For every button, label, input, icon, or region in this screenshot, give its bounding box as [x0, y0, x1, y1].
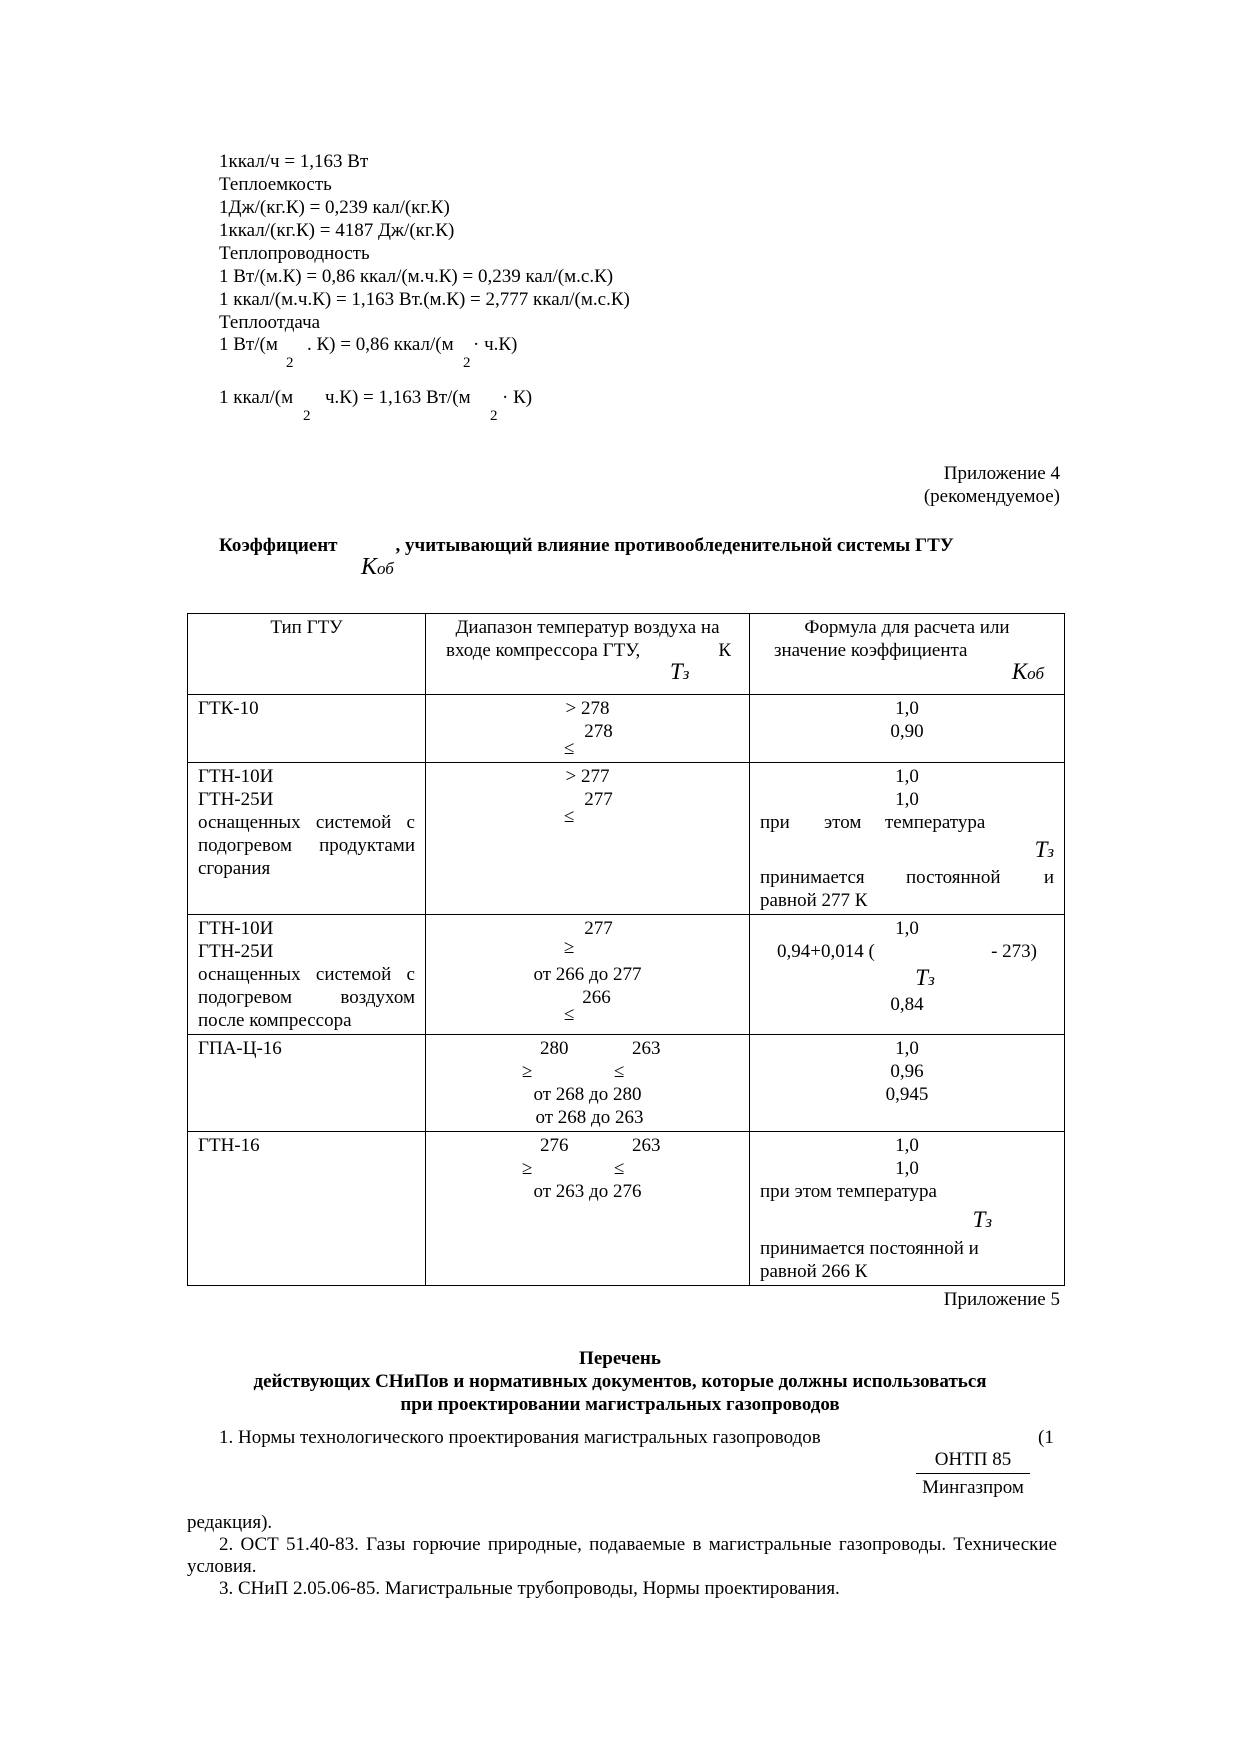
range-value: 277	[584, 918, 613, 939]
less-equal-sign: ≤	[564, 738, 575, 759]
exponent: 2	[490, 408, 498, 424]
table-row	[188, 1132, 1065, 1286]
table-row	[188, 915, 1065, 1035]
cell-range	[426, 763, 750, 915]
note-word: постоянной	[906, 867, 1001, 888]
coefficient-table	[187, 613, 1065, 1286]
coef-value: 0,96	[890, 1061, 924, 1082]
item-1-text: 1. Нормы технологического проектирования магистральных газопроводов	[219, 1427, 821, 1448]
header-formula-line1: Формула для расчета или	[804, 617, 1010, 638]
note-text: при этом температура	[760, 1181, 937, 1202]
units-block	[219, 150, 630, 334]
cell-type	[188, 1035, 426, 1132]
heat2-part-a: 1 ккал/(м	[219, 387, 294, 408]
type-text: ГТК-10	[198, 698, 259, 719]
type-text: ГТН-10И	[198, 918, 274, 939]
heat1-part-b: . К) = 0,86 ккал/(м	[307, 334, 454, 355]
note-text: принимается постоянной и	[760, 1238, 979, 1259]
less-equal-sign: ≤	[564, 1004, 575, 1025]
range-value: 263	[632, 1038, 661, 1059]
k-subscript: об	[377, 559, 394, 578]
range-value: > 278	[565, 698, 610, 719]
t-subscript: з	[985, 1212, 992, 1231]
greater-equal-sign: ≥	[564, 937, 575, 958]
k-ob-symbol	[361, 554, 394, 581]
k-ob-symbol	[1012, 660, 1044, 685]
appendix-4-title: Приложение 4	[943, 463, 1060, 484]
heat2-part-c: · К)	[502, 387, 533, 408]
heat-transfer-line-1	[219, 334, 819, 374]
appendix-5-header	[944, 1288, 1060, 1311]
range-value: 276	[540, 1135, 569, 1156]
formula-part-b: - 273)	[991, 941, 1037, 962]
coefficient-title-after: , учитывающий влияние противообледенительной системы ГТУ	[395, 535, 954, 556]
table-header-row	[188, 614, 1065, 695]
item-1-fraction	[916, 1449, 1030, 1499]
t-subscript: з	[682, 664, 690, 683]
coef-value: 1,0	[895, 918, 919, 939]
header-range-line2: входе компрессора ГТУ,	[446, 640, 641, 661]
list-item-2: 2. ОСТ 51.40-83. Газы горючие природные, подаваемые в магистральные газопроводы. Технические условия.	[187, 1534, 1057, 1577]
units-line: 1ккал/(кг.К) = 4187 Дж/(кг.К)	[219, 220, 455, 241]
t3-symbol	[760, 834, 1054, 866]
less-equal-sign: ≤	[614, 1061, 625, 1082]
units-heading: Теплопроводность	[219, 243, 370, 264]
cell-value	[750, 1035, 1065, 1132]
range-value: от 268 до 263	[535, 1107, 644, 1128]
cell-type	[188, 1132, 426, 1286]
note-text: равной 266 К	[760, 1261, 868, 1282]
units-heading: Теплоотдача	[219, 312, 321, 333]
type-text: ГТН-25И	[198, 941, 274, 962]
range-value: 263	[632, 1135, 661, 1156]
range-value: > 277	[565, 766, 610, 787]
header-type-label: Тип ГТУ	[270, 617, 343, 638]
list-title-line2: действующих СНиПов и нормативных документов, которые должны использоваться	[253, 1371, 987, 1392]
note-text: равной 277 К	[760, 890, 868, 911]
list-title-line3: при проектировании магистральных газопроводов	[400, 1394, 840, 1415]
fraction-numerator: ОНТП 85	[916, 1449, 1030, 1474]
range-value: от 266 до 277	[533, 964, 642, 985]
units-line: 1Дж/(кг.К) = 0,239 кал/(кг.К)	[219, 197, 450, 218]
cell-value	[750, 695, 1065, 763]
k-letter: K	[1011, 659, 1028, 684]
heat1-part-c: · ч.К)	[473, 334, 518, 355]
note-word: принимается	[760, 867, 865, 888]
coef-value: 1,0	[895, 1135, 919, 1156]
header-range	[426, 614, 750, 695]
type-note: оснащенных системой с подогревом продуктами сгорания	[198, 812, 415, 879]
coef-value: 1,0	[895, 1038, 919, 1059]
t-letter: T	[915, 965, 929, 990]
t3-symbol	[760, 963, 1054, 993]
header-formula-line2: значение коэффициента	[774, 640, 968, 661]
less-equal-sign: ≤	[614, 1158, 625, 1179]
less-equal-sign: ≤	[564, 806, 575, 827]
greater-equal-sign: ≥	[522, 1158, 533, 1179]
appendix-5-title: Приложение 5	[943, 1289, 1060, 1310]
greater-equal-sign: ≥	[522, 1061, 533, 1082]
type-note: оснащенных системой с подогревом воздухом после компрессора	[198, 964, 415, 1031]
coef-value: 0,945	[885, 1084, 929, 1105]
appendix-4-header	[924, 462, 1060, 508]
note-word: при	[760, 812, 790, 833]
note-word: температура	[885, 812, 986, 833]
type-text: ГТН-25И	[198, 789, 274, 810]
cell-type	[188, 915, 426, 1035]
range-value: от 263 до 276	[533, 1181, 642, 1202]
t-letter: T	[670, 659, 683, 684]
units-line: 1 Вт/(м.К) = 0,86 ккал/(м.ч.К) = 0,239 кал/(м.с.К)	[219, 266, 614, 287]
units-heading: Теплоемкость	[219, 174, 332, 195]
header-type	[188, 614, 426, 695]
cell-range	[426, 915, 750, 1035]
note-word: и	[1043, 867, 1054, 888]
table-row	[188, 763, 1065, 915]
table-row	[188, 1035, 1065, 1132]
cell-value	[750, 763, 1065, 915]
range-value: 278	[584, 721, 613, 742]
exponent: 2	[463, 355, 471, 371]
coef-value: 1,0	[895, 1158, 919, 1179]
header-range-line1: Диапазон температур воздуха на	[455, 617, 720, 638]
units-line: 1 ккал/(м.ч.К) = 1,163 Вт.(м.К) = 2,777 ккал/(м.с.К)	[219, 289, 630, 310]
coef-value: 1,0	[895, 766, 919, 787]
cell-type	[188, 763, 426, 915]
cell-type	[188, 695, 426, 763]
t3-symbol	[670, 660, 689, 685]
k-subscript: об	[1027, 664, 1044, 683]
header-formula	[750, 614, 1065, 695]
t-subscript: з	[928, 970, 935, 989]
t-letter: T	[1034, 837, 1048, 862]
heat-transfer-line-2	[219, 387, 819, 427]
cell-value	[750, 1132, 1065, 1286]
fraction-denominator: Мингазпром	[922, 1477, 1024, 1498]
item-1-paren: (1	[1038, 1427, 1054, 1448]
heat1-part-a: 1 Вт/(м	[219, 334, 278, 355]
units-line: 1ккал/ч = 1,163 Вт	[219, 151, 369, 172]
note-word: этом	[824, 812, 862, 833]
list-title-line1: Перечень	[579, 1348, 661, 1369]
t3-symbol	[760, 1203, 1054, 1237]
range-value: 266	[582, 987, 611, 1008]
coef-value: 0,90	[890, 721, 924, 742]
coefficient-title-before: Коэффициент	[219, 535, 338, 556]
type-text: ГТН-16	[198, 1135, 260, 1156]
exponent: 2	[303, 408, 311, 424]
type-text: ГТН-10И	[198, 766, 274, 787]
type-text: ГПА-Ц-16	[198, 1038, 282, 1059]
coefficient-title	[219, 535, 954, 557]
cell-range	[426, 1132, 750, 1286]
t-letter: T	[972, 1207, 986, 1232]
header-range-unit: К	[718, 640, 731, 661]
list-title	[0, 1347, 1240, 1416]
coef-value: 1,0	[895, 698, 919, 719]
cell-range	[426, 1035, 750, 1132]
appendix-4-subtitle: (рекомендуемое)	[923, 486, 1060, 507]
range-value: 280	[540, 1038, 569, 1059]
formula-part-a: 0,94+0,014 (	[777, 941, 875, 962]
coef-value: 0,84	[890, 994, 924, 1015]
range-value: от 268 до 280	[533, 1084, 642, 1105]
coef-value: 1,0	[895, 789, 919, 810]
table-row	[188, 695, 1065, 763]
k-letter: K	[361, 554, 378, 580]
item-1-end: редакция).	[187, 1512, 273, 1533]
range-value: 277	[584, 789, 613, 810]
heat2-part-b: ч.К) = 1,163 Вт/(м	[325, 387, 471, 408]
cell-range	[426, 695, 750, 763]
cell-value	[750, 915, 1065, 1035]
list-item-3: 3. СНиП 2.05.06-85. Магистральные трубопроводы, Нормы проектирования.	[219, 1578, 840, 1599]
t-subscript: з	[1047, 842, 1054, 861]
exponent: 2	[286, 355, 294, 371]
